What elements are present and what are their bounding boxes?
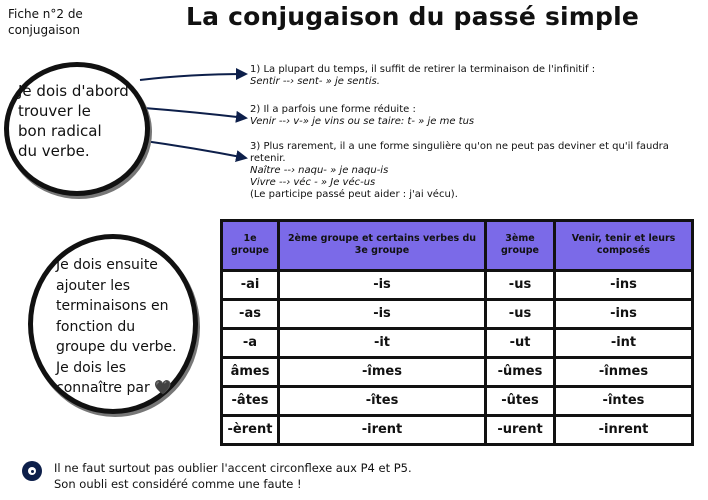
table-cell: -inrent [555, 415, 693, 444]
table-cell: -us [486, 299, 555, 328]
conjugation-table [220, 219, 694, 446]
table-header-row [222, 221, 693, 271]
table-row [222, 415, 693, 444]
table-cell: -us [486, 270, 555, 299]
table-cell: -it [279, 328, 486, 357]
arrow-3 [138, 140, 246, 158]
table-row [222, 299, 693, 328]
table-cell: -îtes [279, 386, 486, 415]
table-cell: -int [555, 328, 693, 357]
table-header: 1e groupe [222, 221, 279, 271]
table-cell: -ins [555, 270, 693, 299]
table-row [222, 328, 693, 357]
table-cell: -îmes [279, 357, 486, 386]
table-cell: -întes [555, 386, 693, 415]
point-2-text: 2) Il a parfois une forme réduite : [250, 104, 416, 115]
table-cell: -ai [222, 270, 279, 299]
point-3-example-1: Naître --› naqu- » je naqu-is [250, 165, 389, 176]
arrow-1 [140, 74, 246, 80]
point-3-example-2: Vivre --› véc - » Je véc-us [250, 177, 376, 188]
table-cell: -as [222, 299, 279, 328]
table-cell: -ut [486, 328, 555, 357]
footer-note: Il ne faut surtout pas oublier l'accent circonflexe aux P4 et P5. Son oubli est considéré comme une faute ! [54, 461, 412, 491]
bubble-terminaisons-body: Je dois ensuite ajouter les terminaisons en fonction du groupe du verbe. Je dois les connaître par [56, 257, 177, 396]
table-cell: -ûmes [486, 357, 555, 386]
bubble-terminaisons-text [56, 255, 177, 399]
heart-icon: 🖤 [154, 380, 172, 396]
fiche-label: Fiche n°2 de conjugaison [8, 7, 83, 37]
table-row [222, 386, 693, 415]
table-cell: -urent [486, 415, 555, 444]
table-header: 2ème groupe et certains verbes du 3e groupe [279, 221, 486, 271]
table-cell: -irent [279, 415, 486, 444]
table-row [222, 270, 693, 299]
table-cell: -âtes [222, 386, 279, 415]
table-cell: -înmes [555, 357, 693, 386]
table-cell: -ins [555, 299, 693, 328]
table-cell: âmes [222, 357, 279, 386]
table-cell: -a [222, 328, 279, 357]
point-2-example: Venir --› v-» je vins ou se taire: t- » je me tus [250, 116, 475, 127]
page-title: La conjugaison du passé simple [186, 2, 640, 31]
point-1-text: 1) La plupart du temps, il suffit de retirer la terminaison de l'infinitif : [250, 64, 596, 75]
table-cell: -ûtes [486, 386, 555, 415]
table-header: Venir, tenir et leurs composés [555, 221, 693, 271]
point-2 [250, 104, 474, 128]
point-3 [250, 141, 690, 201]
point-1-example: Sentir --› sent- » je sentis. [250, 76, 380, 87]
table-row [222, 357, 693, 386]
table-cell: -èrent [222, 415, 279, 444]
bubble-radical-text: Je dois d'abord trouver le bon radical du verbe. [18, 82, 129, 160]
table-cell: -is [279, 299, 486, 328]
point-1 [250, 64, 595, 88]
point-3-text: 3) Plus rarement, il a une forme singulière qu'on ne peut pas deviner et qu'il faudra retenir. [250, 141, 669, 164]
arrow-2 [144, 108, 246, 118]
eye-icon [22, 461, 42, 481]
point-3-example-3: (Le participe passé peut aider : j'ai vécu). [250, 189, 458, 200]
table-header: 3ème groupe [486, 221, 555, 271]
table-cell: -is [279, 270, 486, 299]
